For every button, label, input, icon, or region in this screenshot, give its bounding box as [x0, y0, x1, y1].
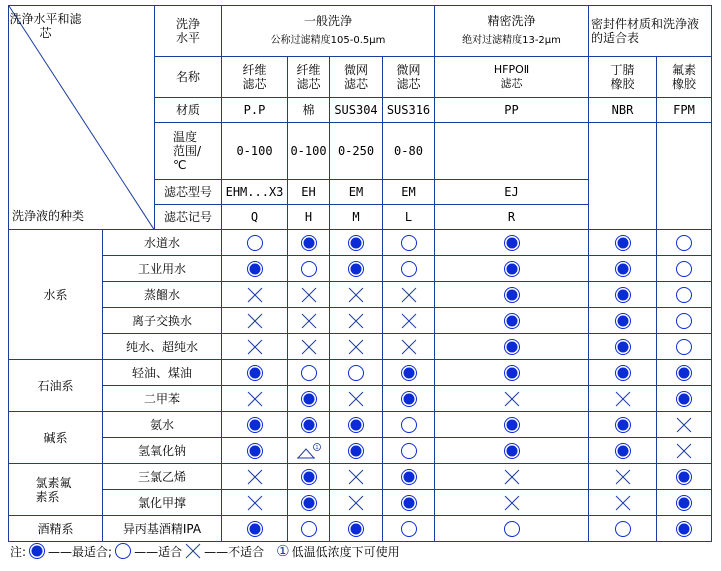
- filter-model-3: EM: [383, 180, 435, 205]
- mark-best-icon: [222, 438, 288, 464]
- mark-fit-icon: [222, 230, 288, 256]
- mark-best-icon: [222, 516, 288, 542]
- mark-best-icon: [383, 386, 435, 412]
- corner-header: [9, 6, 155, 230]
- mark-no-icon: [288, 334, 330, 360]
- liquid-name: 工业用水: [103, 256, 222, 282]
- general-title: 一般洗浄: [303, 14, 352, 28]
- general-wash-header: [222, 6, 435, 57]
- mark-fit-icon: [288, 516, 330, 542]
- mark-best-icon: [288, 386, 330, 412]
- filter-name-3: 微网滤芯: [383, 57, 435, 98]
- group-label: 碱系: [9, 412, 103, 464]
- mark-no-icon: [330, 282, 383, 308]
- model-label: 滤芯型号: [155, 180, 222, 205]
- legend-best: ——最适合;: [48, 544, 113, 559]
- mark-no-icon: [330, 334, 383, 360]
- mark-no-icon: [435, 386, 589, 412]
- mark-no-icon: [589, 464, 657, 490]
- mark-best-icon: [657, 360, 712, 386]
- mark-best-icon: [222, 256, 288, 282]
- table-row: [9, 282, 712, 308]
- mark-best-icon: [435, 360, 589, 386]
- filter-material-6: FPM: [657, 98, 712, 123]
- table-row: [9, 464, 712, 490]
- mark-fit-icon: [383, 412, 435, 438]
- filter-model-1: EH: [288, 180, 330, 205]
- group-label: 石油系: [9, 360, 103, 412]
- mark-best-icon: [435, 230, 589, 256]
- corner-bottom-label: 洗浄液的种类: [12, 209, 85, 223]
- mark-best-icon: [330, 516, 383, 542]
- filter-name-6: 氟素橡胶: [657, 57, 712, 98]
- mark-fit-icon: [657, 256, 712, 282]
- mark-no-icon: [435, 490, 589, 516]
- mark-best-icon: [222, 360, 288, 386]
- mark-best-icon: [330, 438, 383, 464]
- mark-fit-icon: [288, 360, 330, 386]
- liquid-name: 氯化甲撑: [103, 490, 222, 516]
- precision-title: 精密洗浄: [487, 14, 536, 28]
- liquid-name: 轻油、煤油: [103, 360, 222, 386]
- code-label: 滤芯记号: [155, 205, 222, 230]
- mark-best-icon: [589, 308, 657, 334]
- filter-material-1: 棉: [288, 98, 330, 123]
- filter-model-4: EJ: [435, 180, 589, 205]
- mark-best-icon: [435, 438, 589, 464]
- filter-material-4: PP: [435, 98, 589, 123]
- filter-model-0: EHM...X3: [222, 180, 288, 205]
- mark-no-icon: [222, 386, 288, 412]
- mark-best-icon: [288, 490, 330, 516]
- mark-no-icon: [383, 282, 435, 308]
- liquid-name: 蒸餾水: [103, 282, 222, 308]
- group-label: 酒精系: [9, 516, 103, 542]
- mark-no-icon: [330, 308, 383, 334]
- liquid-name: 氨水: [103, 412, 222, 438]
- filter-name-2: 微网滤芯: [330, 57, 383, 98]
- mark-no-icon: [589, 490, 657, 516]
- mark-best-icon: [435, 282, 589, 308]
- fit-icon: [114, 542, 132, 560]
- mark-fit-icon: [288, 256, 330, 282]
- best-icon: [28, 542, 46, 560]
- mark-no-icon: [657, 438, 712, 464]
- legend: [10, 542, 400, 560]
- material-label: 材质: [155, 98, 222, 123]
- mark-no-icon: [383, 334, 435, 360]
- legend-prefix: 注:: [10, 544, 27, 559]
- mark-best-icon: [589, 360, 657, 386]
- group-label: 氯素氟素系: [9, 464, 103, 516]
- mark-no-icon: [222, 464, 288, 490]
- mark-best-icon: [435, 334, 589, 360]
- liquid-name: 氢氧化钠: [103, 438, 222, 464]
- mark-no-icon: [330, 386, 383, 412]
- mark-best-icon: [435, 256, 589, 282]
- legend-fit: ——适合: [134, 544, 183, 559]
- mark-best-icon: [589, 334, 657, 360]
- mark-fit-icon: [383, 516, 435, 542]
- legend-low: 低温低浓度下可使用: [291, 544, 400, 559]
- mark-best-icon: [589, 256, 657, 282]
- liquid-name: 水道水: [103, 230, 222, 256]
- liquid-name: 离子交换水: [103, 308, 222, 334]
- table-row: [9, 334, 712, 360]
- mark-fit-icon: [589, 516, 657, 542]
- mark-fit-icon: [383, 256, 435, 282]
- mark-low-icon: [288, 438, 330, 464]
- mark-best-icon: [222, 412, 288, 438]
- table-row: [9, 256, 712, 282]
- svg-text:1: 1: [314, 444, 319, 451]
- mark-fit-icon: [657, 334, 712, 360]
- filter-code-0: Q: [222, 205, 288, 230]
- mark-no-icon: [330, 464, 383, 490]
- filter-name-1: 纤维滤芯: [288, 57, 330, 98]
- filter-material-3: SUS316: [383, 98, 435, 123]
- group-label: 水系: [9, 230, 103, 360]
- filter-code-1: H: [288, 205, 330, 230]
- mark-no-icon: [222, 334, 288, 360]
- precision-sub: 绝对过滤精度13-2μm: [462, 35, 561, 46]
- liquid-name: 纯水、超纯水: [103, 334, 222, 360]
- mark-best-icon: [383, 490, 435, 516]
- mark-no-icon: [222, 490, 288, 516]
- mark-best-icon: [383, 464, 435, 490]
- mark-no-icon: [589, 386, 657, 412]
- mark-no-icon: [288, 308, 330, 334]
- mark-best-icon: [435, 412, 589, 438]
- mark-best-icon: [657, 516, 712, 542]
- table-row: [9, 360, 712, 386]
- mark-best-icon: [383, 360, 435, 386]
- filter-code-4: R: [435, 205, 589, 230]
- mark-no-icon: [288, 282, 330, 308]
- filter-temp-0: 0-100: [222, 123, 288, 180]
- mark-best-icon: [435, 308, 589, 334]
- table-row: [9, 490, 712, 516]
- table-row: [9, 308, 712, 334]
- temp-label: 温度范围/℃: [155, 123, 222, 180]
- general-sub: 公称过滤精度105-0.5μm: [270, 35, 386, 46]
- low-temp-marker: ①: [276, 542, 290, 560]
- filter-name-4: HFPOⅡ滤芯: [435, 57, 589, 98]
- table-row: [9, 230, 712, 256]
- mark-no-icon: [330, 490, 383, 516]
- mark-best-icon: [657, 490, 712, 516]
- mark-best-icon: [657, 386, 712, 412]
- mark-best-icon: [288, 230, 330, 256]
- corner-top-label: 洗浄水平和滤芯: [9, 12, 82, 40]
- mark-fit-icon: [657, 282, 712, 308]
- mark-fit-icon: [330, 360, 383, 386]
- table-row: [9, 438, 712, 464]
- mark-best-icon: [657, 464, 712, 490]
- filter-temp-3: 0-80: [383, 123, 435, 180]
- mark-best-icon: [330, 412, 383, 438]
- filter-material-0: P.P: [222, 98, 288, 123]
- mark-best-icon: [589, 230, 657, 256]
- table-row: [9, 412, 712, 438]
- liquid-name: 异丙基酒精IPA: [103, 516, 222, 542]
- filter-name-0: 纤维滤芯: [222, 57, 288, 98]
- mark-fit-icon: [657, 230, 712, 256]
- mark-no-icon: [222, 282, 288, 308]
- mark-best-icon: [589, 282, 657, 308]
- filter-material-2: SUS304: [330, 98, 383, 123]
- mark-best-icon: [589, 412, 657, 438]
- mark-fit-icon: [383, 438, 435, 464]
- filter-code-3: L: [383, 205, 435, 230]
- filter-temp-1: 0-100: [288, 123, 330, 180]
- name-label: 名称: [155, 57, 222, 98]
- table-row: [9, 386, 712, 412]
- filter-code-2: M: [330, 205, 383, 230]
- mark-no-icon: [383, 308, 435, 334]
- wash-level-label: 洗浄水平: [155, 6, 222, 57]
- mark-fit-icon: [657, 308, 712, 334]
- filter-name-5: 丁腈橡胶: [589, 57, 657, 98]
- mark-best-icon: [330, 230, 383, 256]
- precision-wash-header: [435, 6, 589, 57]
- mark-best-icon: [589, 438, 657, 464]
- mark-best-icon: [288, 464, 330, 490]
- legend-no: ——不适合: [204, 544, 265, 559]
- filter-temp-2: 0-250: [330, 123, 383, 180]
- compatibility-table: [8, 5, 712, 542]
- mark-no-icon: [657, 412, 712, 438]
- liquid-name: 三氯乙烯: [103, 464, 222, 490]
- mark-best-icon: [330, 256, 383, 282]
- mark-fit-icon: [435, 516, 589, 542]
- filter-temp-6: [657, 123, 712, 230]
- seal-header: 密封件材质和洗浄液的适合表: [589, 6, 712, 57]
- filter-temp-5: [589, 123, 657, 230]
- mark-best-icon: [288, 412, 330, 438]
- mark-no-icon: [222, 308, 288, 334]
- filter-model-2: EM: [330, 180, 383, 205]
- filter-material-5: NBR: [589, 98, 657, 123]
- liquid-name: 二甲苯: [103, 386, 222, 412]
- mark-fit-icon: [383, 230, 435, 256]
- mark-no-icon: [435, 464, 589, 490]
- filter-temp-4: [435, 123, 589, 180]
- table-row: [9, 516, 712, 542]
- cross-icon: [184, 542, 202, 560]
